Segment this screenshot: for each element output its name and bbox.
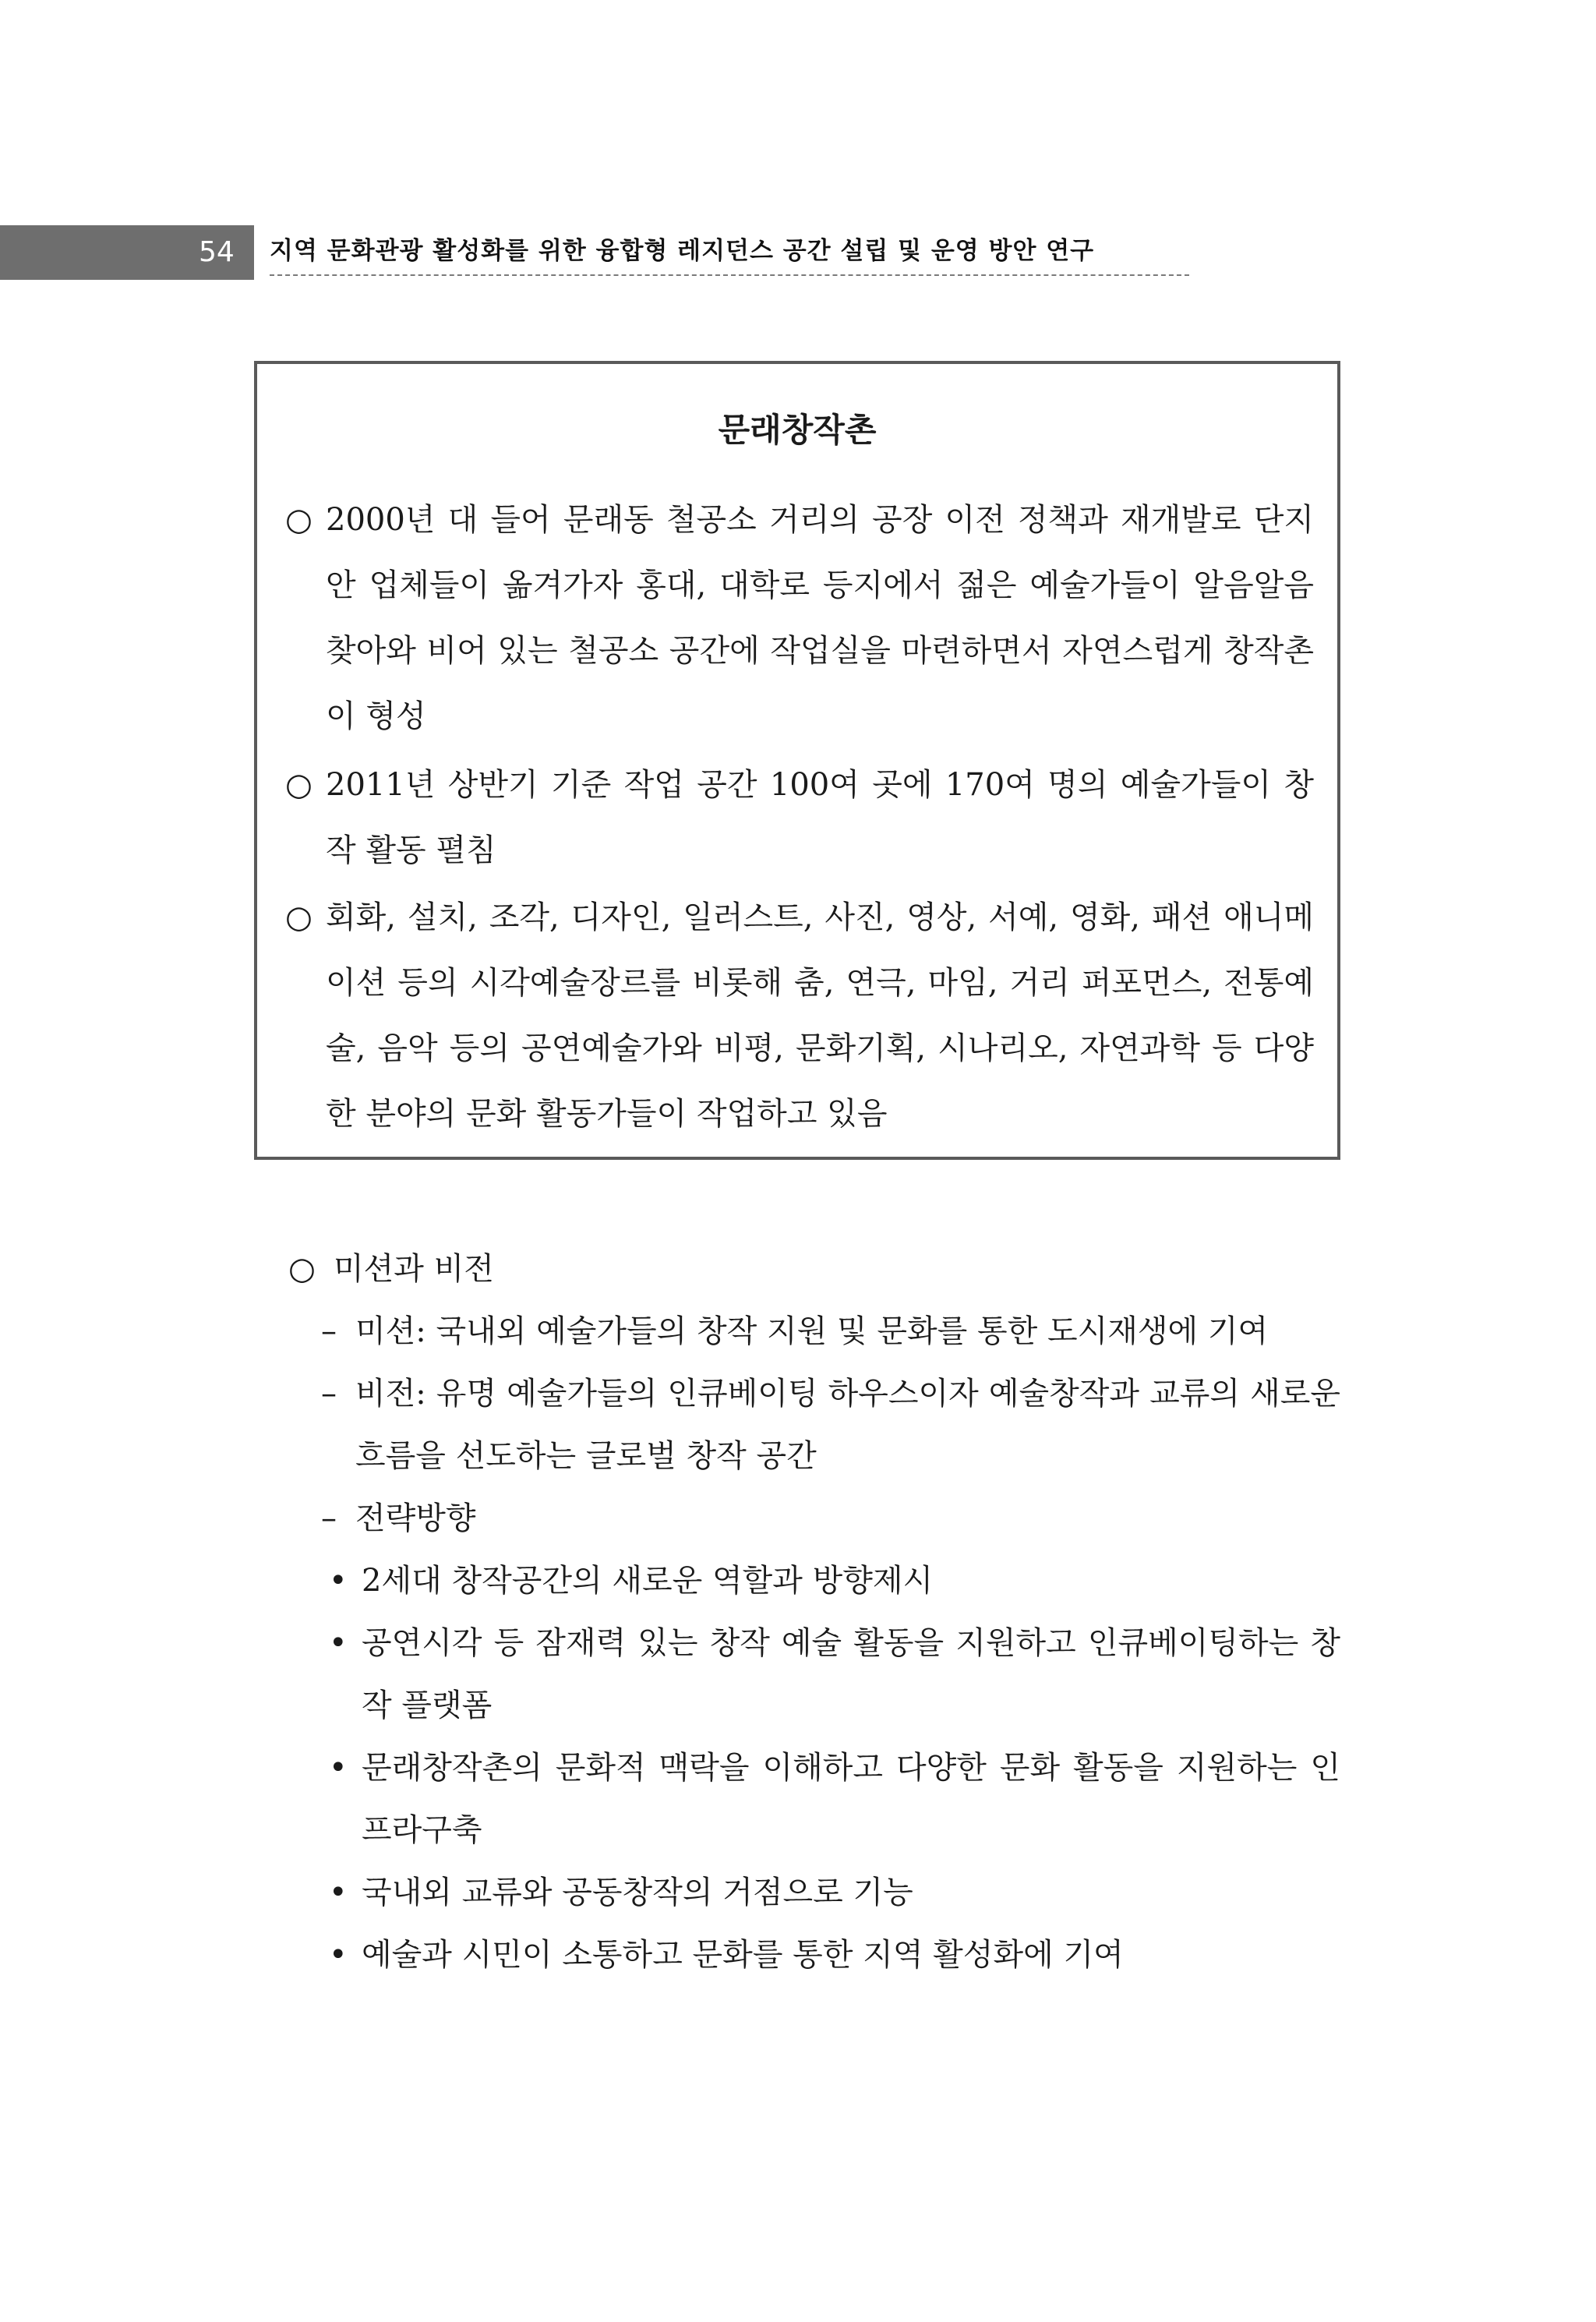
strategy-item [288,1487,1340,1550]
dash-bullet-icon: – [321,1500,337,1536]
circle-bullet-icon: ○ [285,502,312,538]
section-heading [288,1238,1340,1300]
box-title: 문래창작촌 [718,411,877,449]
mission-item [288,1300,1340,1362]
dot-bullet-icon: • [329,1937,348,1973]
strategy-sub-text: 국내외 교류와 공동창작의 거점으로 기능 [362,1875,913,1910]
box-item-text: 2000년 대 들어 문래동 철공소 거리의 공장 이전 정책과 재개발로 단지 안 업체들이 옮겨가자 홍대, 대학로 등지에서 젊은 예술가들이 알음알음 찾아와 비어 있는 철공소 공간에 작업실을 마련하면서 자연스럽게 창작촌이 형성 [326,502,1314,734]
strategy-sub-item [288,1612,1340,1737]
strategy-sub-text: 예술과 시민이 소통하고 문화를 통한 지역 활성화에 기여 [362,1937,1124,1973]
box-item [285,752,1314,883]
dot-bullet-icon: • [329,1563,348,1599]
box-item [285,885,1314,1147]
strategy-text: 전략방향 [355,1500,476,1536]
strategy-sub-item [288,1737,1340,1861]
circle-bullet-icon: ○ [285,899,312,935]
strategy-sub-text: 문래창작촌의 문화적 맥락을 이해하고 다양한 문화 활동을 지원하는 인프라구축 [362,1750,1340,1848]
strategy-sub-text: 공연시각 등 잠재력 있는 창작 예술 활동을 지원하고 인큐베이팅하는 창작 플랫폼 [362,1625,1340,1723]
dot-bullet-icon: • [329,1625,348,1661]
mission-vision-section [288,1238,1340,1986]
dot-bullet-icon: • [329,1750,348,1786]
vision-text: 비전: 유명 예술가들의 인큐베이팅 하우스이자 예술창작과 교류의 새로운 흐름을 선도하는 글로벌 창작 공간 [355,1376,1340,1474]
page-number: 54 [199,236,235,268]
circle-bullet-icon: ○ [285,767,312,803]
strategy-sub-item [288,1550,1340,1612]
dash-bullet-icon: – [321,1376,337,1412]
box-item-text: 회화, 설치, 조각, 디자인, 일러스트, 사진, 영상, 서예, 영화, 패션 애니메이션 등의 시각예술장르를 비롯해 춤, 연극, 마임, 거리 퍼포먼스, 전통예술, 음악 등의 공연예술가와 비평, 문화기획, 시나리오, 자연과학 등 다양한 분야의 문화 활동가들이 작업하고 있음 [326,899,1314,1132]
info-box [254,361,1340,1160]
dot-bullet-icon: • [329,1875,348,1910]
dash-bullet-icon: – [321,1313,337,1349]
circle-bullet-icon: ○ [288,1251,316,1287]
box-item-text: 2011년 상반기 기준 작업 공간 100여 곳에 170여 명의 예술가들이 창작 활동 펼침 [326,767,1314,868]
strategy-sub-item [288,1861,1340,1924]
strategy-sub-item [288,1924,1340,1986]
running-title: 지역 문화관광 활성화를 위한 융합형 레지던스 공간 설립 및 운영 방안 연구 [270,231,1189,276]
section-heading-text: 미션과 비전 [334,1251,494,1287]
strategy-sub-text: 2세대 창작공간의 새로운 역할과 방향제시 [362,1563,934,1599]
mission-text: 미션: 국내외 예술가들의 창작 지원 및 문화를 통한 도시재생에 기여 [355,1313,1269,1349]
box-item [285,487,1314,749]
vision-item [288,1362,1340,1487]
